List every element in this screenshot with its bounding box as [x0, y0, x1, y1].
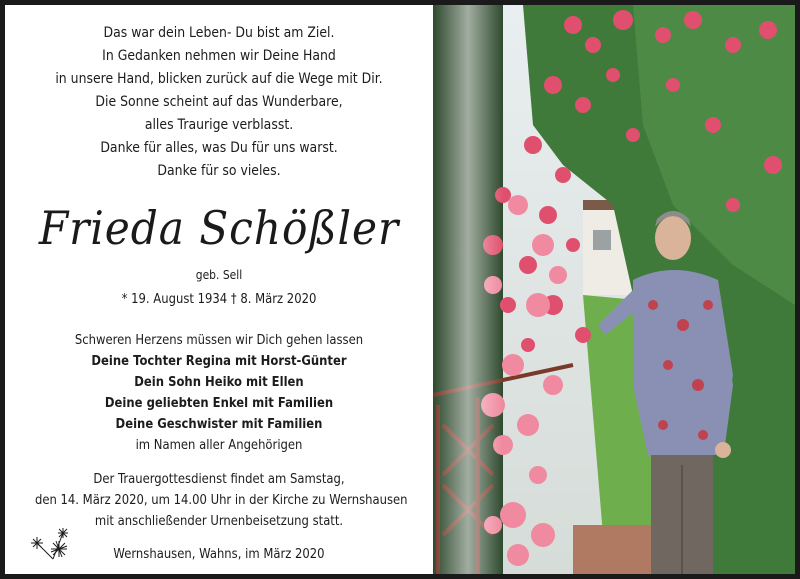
- verse-line: in unsere Hand, blicken zurück auf die Wege mit Dir.: [55, 71, 383, 87]
- dandelion-flowers-icon: [23, 525, 77, 561]
- life-dates: * 19. August 1934 † 8. März 2020: [121, 291, 317, 307]
- place-date: Wernshausen, Wahns, im März 2020: [113, 546, 325, 562]
- rose-garden-photo: [433, 5, 795, 574]
- verse-line: alles Traurige verblasst.: [144, 117, 294, 133]
- text-column: [5, 5, 433, 574]
- mourner-line: Deine Geschwister mit Familien: [115, 416, 323, 432]
- maiden-name: geb. Sell: [195, 267, 243, 282]
- portrait-photo: [433, 5, 795, 574]
- verse-line: Danke für so vieles.: [157, 163, 281, 179]
- verse-line: Das war dein Leben- Du bist am Ziel.: [103, 25, 335, 41]
- mourners-intro: Schweren Herzens müssen wir Dich gehen lassen: [74, 332, 364, 348]
- mourner-line: Deine geliebten Enkel mit Familien: [104, 395, 334, 411]
- service-line: Der Trauergottesdienst findet am Samstag,: [93, 471, 345, 487]
- service-line: mit anschließender Urnenbeisetzung statt.: [94, 513, 344, 529]
- deceased-name: Frieda Schößler: [38, 201, 400, 255]
- mourners-outro: im Namen aller Angehörigen: [135, 437, 303, 453]
- verse-line: Danke für alles, was Du für uns warst.: [100, 140, 338, 156]
- mourner-line: Deine Tochter Regina mit Horst-Günter: [91, 353, 347, 369]
- verse-line: In Gedanken nehmen wir Deine Hand: [102, 48, 336, 64]
- verse-line: Die Sonne scheint auf das Wunderbare,: [95, 94, 343, 110]
- service-line: den 14. März 2020, um 14.00 Uhr in der Kirche zu Wernshausen: [34, 492, 408, 508]
- mourner-line: Dein Sohn Heiko mit Ellen: [134, 374, 304, 390]
